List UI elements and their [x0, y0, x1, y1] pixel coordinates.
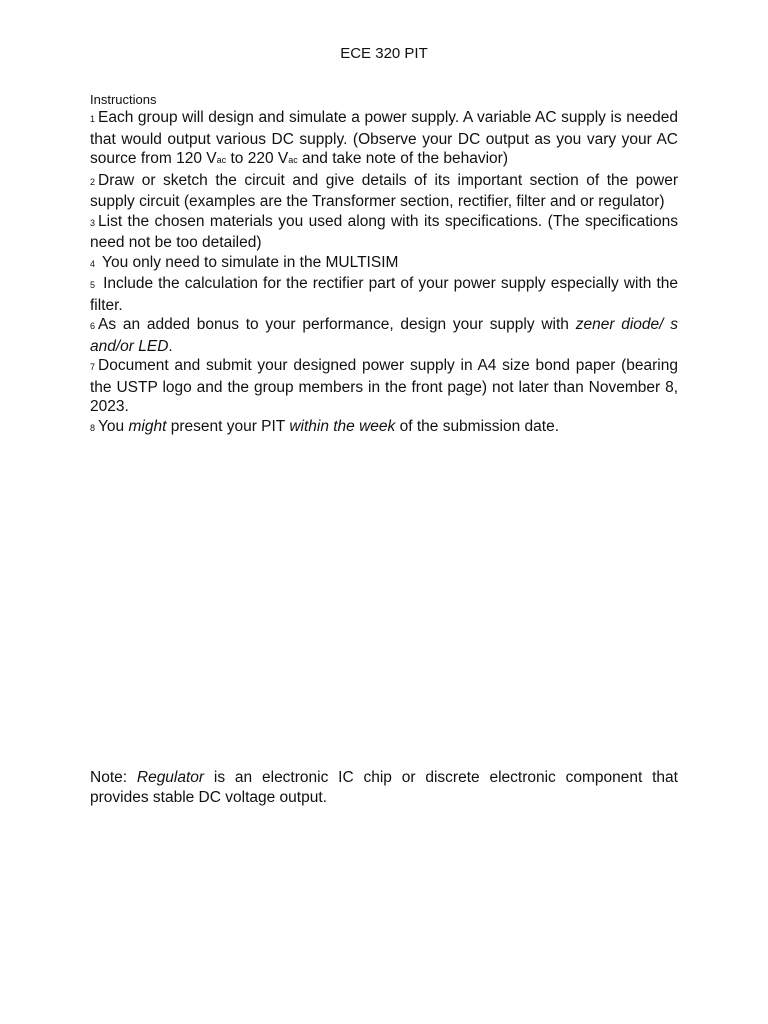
instruction-item-8: [90, 417, 678, 439]
item-number: 1: [90, 114, 96, 124]
item-text: Each group will design and simulate a power supply. A variable AC supply is needed that would output various DC supply. (Observe your DC output as you vary your AC source from 120 V: [90, 109, 678, 167]
item-text: .: [168, 337, 173, 355]
instruction-item-7: [90, 356, 678, 417]
note-prefix: Note:: [90, 769, 137, 786]
note-text: is an electronic IC chip or discrete electronic component that provides stable DC voltage output.: [90, 769, 678, 806]
document-title: ECE 320 PIT: [340, 45, 428, 62]
item-text: to 220 V: [226, 150, 289, 167]
item-text: present your PIT: [166, 417, 290, 435]
instruction-item-6: [90, 315, 678, 356]
regulator-note: [90, 768, 678, 807]
item-italic-text: might: [128, 417, 167, 435]
item-number: 3: [90, 217, 96, 228]
note-italic-term: Regulator: [136, 769, 205, 786]
item-text: You only need to simulate in the MULTISIM: [102, 253, 399, 271]
item-number: 4: [90, 258, 96, 269]
instruction-item-1: [90, 108, 678, 171]
item-text: Document and submit your designed power supply in A4 size bond paper (bearing the USTP logo and the group members in the front page) not later than November 8, 2023.: [90, 357, 678, 415]
instructions-section: [90, 92, 678, 438]
item-number: 8: [90, 422, 96, 433]
item-text: As an added bonus to your performance, design your supply with: [98, 316, 576, 333]
item-number: 7: [90, 362, 96, 372]
item-text: of the submission date.: [395, 417, 560, 435]
instruction-item-5: [90, 274, 678, 315]
item-number: 5: [90, 280, 96, 290]
item-number: 6: [90, 321, 96, 331]
item-text: Include the calculation for the rectifier part of your power supply especially with the filter.: [90, 275, 678, 314]
item-text: and take note of the behavior): [297, 150, 508, 167]
item-text: List the chosen materials you used along with its specifications. (The specifications need not be too detailed): [90, 212, 678, 251]
item-text: You: [98, 417, 129, 435]
voltage-subscript: ac: [288, 155, 298, 165]
item-text: Draw or sketch the circuit and give details of its important section of the power supply circuit (examples are the Transformer section, rectifier, filter and or regulator): [90, 171, 678, 210]
instruction-item-4: [90, 253, 678, 275]
item-italic-text: zener diode/ s and/or LED: [90, 316, 678, 355]
voltage-subscript: ac: [216, 155, 227, 165]
instruction-item-2: [90, 171, 678, 212]
instruction-item-3: [90, 212, 678, 253]
instructions-heading: Instructions: [90, 92, 157, 107]
item-number: 2: [90, 176, 96, 187]
item-italic-text: within the week: [289, 417, 396, 435]
